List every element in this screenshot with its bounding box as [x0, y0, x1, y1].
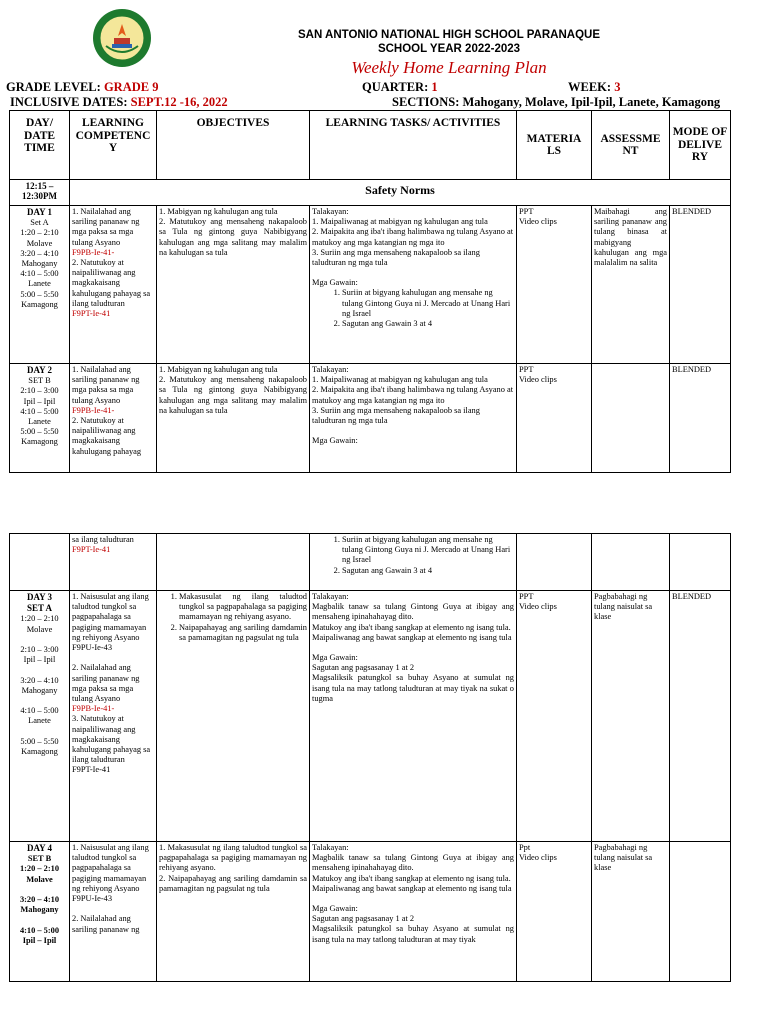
day4-cell: DAY 4 SET B 1:20 – 2:10 Molave 3:20 – 4:10 Mahogany 4:10 – 5:00 Ipil – Ipil: [10, 842, 70, 982]
day1-materials: PPT Video clips: [517, 206, 592, 364]
day2-row: [10, 364, 731, 473]
cont-day: [10, 534, 70, 591]
day2-materials: PPT Video clips: [517, 364, 592, 473]
day4-objectives: 1. Makasusulat ng ilang taludtod tungkol sa pagpapahalaga sa pagiging mamamayan ng rehiyang asyano. 2. Naipapahayag ang sariling damdamin sa pamamagitan ng pagsulat ng tula: [157, 842, 310, 982]
day1-competency: 1. Nailalahad ang sariling pananaw ng mga paksa sa mga tulang Asyano F9PB-Ie-41- 2. Natutukoy at naipaliliwanag ang magkakaisang kahulugang pahayag sa ilang taludturan F9PT-Ie-41: [70, 206, 157, 364]
inclusive-dates: INCLUSIVE DATES: SEPT.12 -16, 2022: [10, 95, 228, 109]
school-year: SCHOOL YEAR 2022-2023: [377, 43, 521, 55]
grade-level: GRADE LEVEL: GRADE 9: [6, 80, 159, 94]
day1-assessment: Maibahagi ang sariling pananaw ang tulang binasa at mabigyang kahulugan ang mga malalalim na salita: [592, 206, 670, 364]
cont-materials: [517, 534, 592, 591]
cont-assessment: [592, 534, 670, 591]
day3-assessment: Pagbabahagi ng tulang naisulat sa klase: [592, 591, 670, 842]
table-header-row: [10, 111, 731, 180]
safety-norms: Safety Norms: [70, 180, 731, 206]
day4-tasks: Talakayan: Magbalik tanaw sa tulang Gintong Guya at ibigay ang mensaheng ipinahahayag dito. Matukoy ang iba't ibang sangkap at elemento ng isang tula. Maipaliwanag ang bawat sangkap at elemento ng isang tula Mga Gawain: Sagutan ang pagsasanay 1 at 2 Magsaliksik patungkol sa buhay Asyano at sumulat ng isang tula na may tatlong taludturan at may tiyak: [310, 842, 517, 982]
day2-objectives: 1. Mabigyan ng kahulugan ang tula 2. Matutukoy ang mensaheng nakapaloob sa Tula ng gintong guya Nabibigyang kahulugan ang mga salitang may malalim na kahulugan sa tula: [157, 364, 310, 473]
safety-time: 12:15 – 12:30PM: [10, 180, 70, 206]
day3-competency: 1. Naisusulat ang ilang taludtod tungkol sa pagpapahalaga sa pagiging mamamayan ng rehiyong Asyano F9PU-Ie-43 2. Nailalahad ang sariling pananaw ng mga paksa sa mga tulang Asyano F9PB-Ie-41- 3. Natutukoy at naipaliliwanag ang magkakaisang kahulugang pahayag sa ilang taludturan F9PT-Ie-41: [70, 591, 157, 842]
day4-assessment: Pagbabahagi ng tulang naisulat sa klase: [592, 842, 670, 982]
cont-tasks: 1. Suriin at bigyang kahulugan ang mensahe ng tulang Gintong Guya ni J. Mercado at Unang Hari ng Israel 2. Sagutan ang Gawain 3 at 4: [310, 534, 517, 591]
day2-assessment: [592, 364, 670, 473]
week: WEEK: 3: [568, 80, 621, 94]
col-materials: MATERIA LS: [517, 111, 592, 180]
quarter: QUARTER: 1: [362, 80, 438, 94]
day3-materials: PPT Video clips: [517, 591, 592, 842]
day2-cell: DAY 2 SET B 2:10 – 3:00 Ipil – Ipil 4:10 – 5:00 Lanete 5:00 – 5:50 Kamagong: [10, 364, 70, 473]
sections: SECTIONS: Mahogany, Molave, Ipil-Ipil, Lanete, Kamagong: [392, 95, 721, 109]
col-objectives: OBJECTIVES: [157, 111, 310, 180]
safety-row: [10, 180, 731, 206]
day3-cell: DAY 3 SET A 1:20 – 2:10 Molave 2:10 – 3:00 Ipil – Ipil 3:20 – 4:10 Mahogany 4:10 – 5:00 Lanete 5:00 – 5:50 Kamagong: [10, 591, 70, 842]
weekly-plan-table-page-2: [9, 533, 731, 982]
col-assessment: ASSESSME NT: [592, 111, 670, 180]
col-mode: MODE OF DELIVE RY: [670, 111, 731, 180]
day1-tasks: Talakayan: 1. Maipaliwanag at mabigyan ng kahulugan ang tula 2. Maipakita ang iba't ibang halimbawa ng tulang Asyano at matukoy ang mga katangian ng mga ito 3. Suriin ang mga mensaheng nakapaloob sa ilang taludturan ng mga tula Mga Gawain: 1. Suriin at bigyang kahulugan ang mensahe ng tulang Gintong Guya ni J. Mercado at Unang Hari ng Israel 2. Sagutan ang Gawain 3 at 4: [310, 206, 517, 364]
col-competency: LEARNING COMPETENC Y: [70, 111, 157, 180]
weekly-plan-table-page-1: [9, 110, 731, 473]
day1-row: [10, 206, 731, 364]
col-tasks: LEARNING TASKS/ ACTIVITIES: [310, 111, 517, 180]
plan-title: Weekly Home Learning Plan: [351, 58, 547, 77]
cont-objectives: [157, 534, 310, 591]
cont-competency: sa ilang taludturan F9PT-Ie-41: [70, 534, 157, 591]
day1-cell: DAY 1 Set A 1:20 – 2:10 Molave 3:20 – 4:10 Mahogany 4:10 – 5:00 Lanete 5:00 – 5:50 Kamagong: [10, 206, 70, 364]
day4-row: [10, 842, 731, 982]
day1-mode: BLENDED: [670, 206, 731, 364]
day3-tasks: Talakayan: Magbalik tanaw sa tulang Gintong Guya at ibigay ang mensaheng ipinahahayag dito. Matukoy ang iba't ibang sangkap at elemento ng isang tula. Maipaliwanag ang bawat sangkap at elemento ng isang tula Mga Gawain: Sagutan ang pagsasanay 1 at 2 Magsaliksik patungkol sa buhay Asyano at sumulat ng isang tula na may tatlong taludturan at may tiyak na sukat o tugma: [310, 591, 517, 842]
day2-mode: BLENDED: [670, 364, 731, 473]
continuation-row: [10, 534, 731, 591]
day3-mode: BLENDED: [670, 591, 731, 842]
day1-objectives: 1. Mabigyan ng kahulugan ang tula 2. Matutukoy ang mensaheng nakapaloob sa Tula ng gintong guya Nabibigyang kahulugan ang mga salitang may malalim na kahulugan sa tula: [157, 206, 310, 364]
cont-mode: [670, 534, 731, 591]
school-heading: [0, 28, 768, 56]
day2-tasks: Talakayan: 1. Maipaliwanag at mabigyan ng kahulugan ang tula 2. Maipakita ang iba't ibang halimbawa ng tulang Asyano at matukoy ang mga katangian ng mga ito 3. Suriin ang mga mensaheng nakapaloob sa ilang taludturan ng mga tula Mga Gawain:: [310, 364, 517, 473]
day4-competency: 1. Naisusulat ang ilang taludtod tungkol sa pagpapahalaga sa pagiging mamamayan ng rehiyong Asyano F9PU-Ie-43 2. Nailalahad ang sariling pananaw ng: [70, 842, 157, 982]
school-name: SAN ANTONIO NATIONAL HIGH SCHOOL PARANAQUE: [298, 29, 600, 41]
day4-mode: [670, 842, 731, 982]
day3-objectives: 1. Makasusulat ng ilang taludtod tungkol sa pagpapahalaga sa pagiging mamamayan ng rehiyang asyano. 2. Naipapahayag ang sariling damdamin sa pamamagitan ng pagsulat ng tula: [157, 591, 310, 842]
day4-materials: Ppt Video clips: [517, 842, 592, 982]
col-day: DAY/ DATE TIME: [10, 111, 70, 180]
day3-row: [10, 591, 731, 842]
day2-competency: 1. Nailalahad ang sariling pananaw ng mga paksa sa mga tulang Asyano F9PB-Ie-41- 2. Natutukoy at naipaliliwanag ang magkakaisang kahulugang pahayag: [70, 364, 157, 473]
